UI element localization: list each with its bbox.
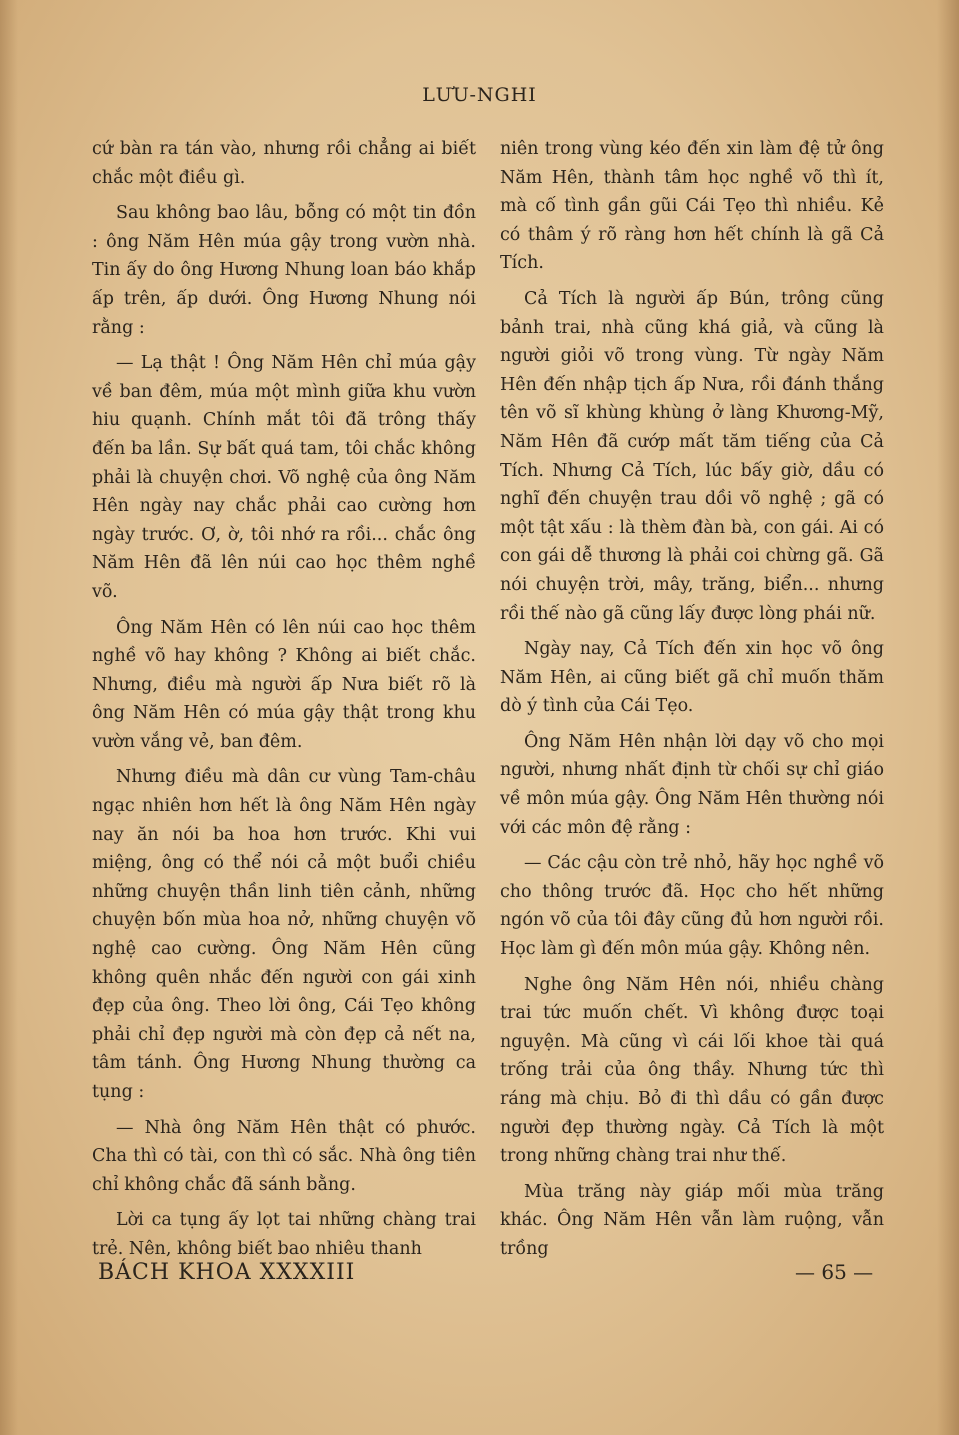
paragraph: Nhưng điều mà dân cư vùng Tam-châu ngạc nhiên hơn hết là ông Năm Hên ngày nay ăn nói ba hoa hơn trước. Khi vui miệng, ông có thể nói cả một buổi chiều những chuyện thần linh tiên cảnh, những chuyện bốn mùa hoa nở, những chuyện võ nghệ cao cường. Ông Năm Hên cũng không quên nhắc đến người con gái xinh đẹp của ông. Theo lời ông, Cái Tẹo không phải chỉ đẹp người mà còn đẹp cả nết na, tâm tánh. Ông Hương Nhung thường ca tụng : bbox=[92, 767, 476, 1102]
magazine-footer: BÁCH KHOA XXXXIII bbox=[98, 1260, 356, 1285]
left-column bbox=[92, 135, 476, 1271]
paragraph: Lời ca tụng ấy lọt tai những chàng trai trẻ. Nên, không biết bao nhiêu thanh bbox=[92, 1210, 476, 1259]
paragraph: Ông Năm Hên có lên núi cao học thêm nghề võ hay không ? Không ai biết chắc. Nhưng, điều mà người ấp Nưa biết rõ là ông Năm Hên có múa gậy thật trong khu vườn vắng vẻ, ban đêm. bbox=[92, 617, 476, 752]
paragraph: — Nhà ông Năm Hên thật có phước. Cha thì có tài, con thì có sắc. Nhà ông tiên chỉ không chắc đã sánh bằng. bbox=[92, 1117, 476, 1195]
paragraph: Nghe ông Năm Hên nói, nhiều chàng trai tức muốn chết. Vì không được toại nguyện. Mà cũng vì cái lối khoe tài quá trống trải của ông thầy. Nhưng tức thì ráng mà chịu. Bỏ đi thì dầu có gần được người đẹp thường ngày. Cả Tích là một trong những chàng trai như thế. bbox=[500, 974, 884, 1167]
paragraph: Ông Năm Hên nhận lời dạy võ cho mọi người, nhưng nhất định từ chối sự chỉ giáo về môn múa gậy. Ông Năm Hên thường nói với các môn đệ rằng : bbox=[500, 731, 884, 838]
paragraph: niên trong vùng kéo đến xin làm đệ tử ông Năm Hên, thành tâm học nghề võ thì ít, mà cố tình gần gũi Cái Tẹo thì nhiều. Kẻ có thâm ý rõ ràng hơn hết chính là gã Cả Tích. bbox=[500, 139, 884, 274]
paragraph: Cả Tích là người ấp Bún, trông cũng bảnh trai, nhà cũng khá giả, và cũng là người giỏi võ trong vùng. Từ ngày Năm Hên đến nhập tịch ấp Nưa, rồi đánh thắng tên võ sĩ khùng khùng ở làng Khương-Mỹ, Năm Hên đã cướp mất tăm tiếng của Cả Tích. Nhưng Cả Tích, lúc bấy giờ, dầu có nghĩ đến chuyện trau dồi võ nghệ ; gã có một tật xấu : là thèm đàn bà, con gái. Ai có con gái dễ thương là phải coi chừng gã. Gã nói chuyện trời, mây, trăng, biển... nhưng rồi thế nào gã cũng lấy được lòng phái nữ. bbox=[500, 288, 884, 624]
paragraph: Sau không bao lâu, bỗng có một tin đồn : ông Năm Hên múa gậy trong vườn nhà. Tin ấy do ông Hương Nhung loan báo khắp ấp trên, ấp dưới. Ông Hương Nhung nói rằng : bbox=[92, 203, 476, 338]
paper-edge-left bbox=[0, 0, 18, 1435]
paragraph: — Các cậu còn trẻ nhỏ, hãy học nghề võ cho thông trước đã. Học cho hết những ngón võ của tôi đây cũng đủ hơn người rồi. Học làm gì đến môn múa gậy. Không nên. bbox=[500, 853, 884, 960]
paragraph: Mùa trăng này giáp mối mùa trăng khác. Ông Năm Hên vẫn làm ruộng, vẫn trồng bbox=[500, 1181, 884, 1259]
right-column bbox=[500, 135, 884, 1271]
paper-edge-right bbox=[937, 0, 959, 1435]
paragraph: — Lạ thật ! Ông Năm Hên chỉ múa gậy về ban đêm, múa một mình giữa khu vườn hiu quạnh. Chính mắt tôi đã trông thấy đến ba lần. Sự bất quá tam, tôi chắc không phải là chuyện chơi. Võ nghệ của ông Năm Hên ngày nay chắc phải cao cường hơn ngày trước. Ơ, ờ, tôi nhớ ra rồi... chắc ông Năm Hên đã lên núi cao học thêm nghề võ. bbox=[92, 353, 476, 602]
paragraph: Ngày nay, Cả Tích đến xin học võ ông Năm Hên, ai cũng biết gã chỉ muốn thăm dò ý tình của Cái Tẹo. bbox=[500, 639, 884, 717]
paragraph: cứ bàn ra tán vào, nhưng rồi chẳng ai biết chắc một điều gì. bbox=[92, 139, 476, 188]
running-header: LƯU-NGHI bbox=[422, 84, 537, 106]
page-number: — 65 — bbox=[795, 1260, 874, 1284]
